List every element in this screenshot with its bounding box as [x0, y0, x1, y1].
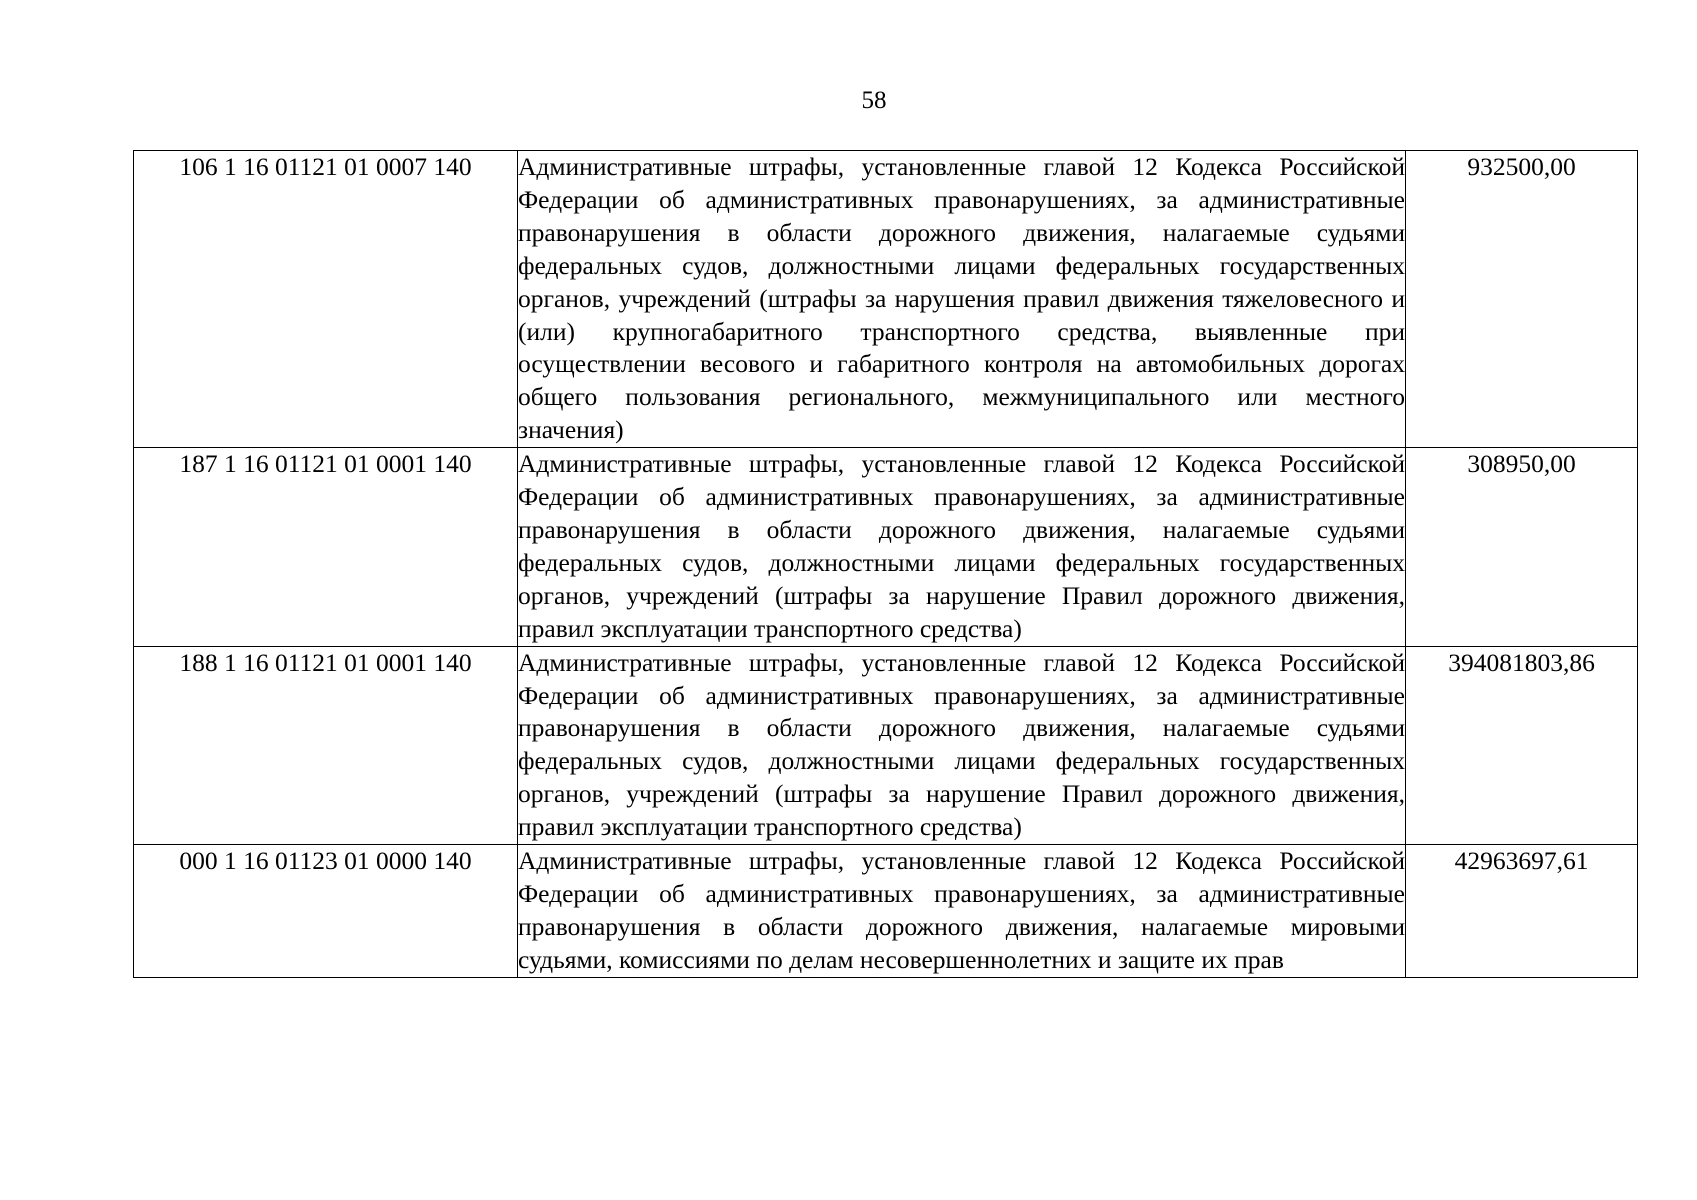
- description-cell: Административные штрафы, установленные главой 12 Кодекса Российской Федерации об административных правонарушениях, за административные правонарушения в области дорожного движения, налагаемые судьями федеральных судов, должностными лицами федеральных государственных органов, учреждений (штрафы за нарушение Правил дорожного движения, правил эксплуатации транспортного средства): [518, 448, 1406, 646]
- table-row: [134, 151, 1638, 448]
- amount-cell: 42963697,61: [1406, 845, 1638, 978]
- amount-cell: 308950,00: [1406, 448, 1638, 646]
- table-row: [134, 646, 1638, 844]
- amount-cell: 394081803,86: [1406, 646, 1638, 844]
- revenue-table: [133, 150, 1638, 978]
- budget-code-cell: 187 1 16 01121 01 0001 140: [134, 448, 518, 646]
- table-row: [134, 448, 1638, 646]
- description-cell: Административные штрафы, установленные главой 12 Кодекса Российской Федерации об административных правонарушениях, за административные правонарушения в области дорожного движения, налагаемые судьями федеральных судов, должностными лицами федеральных государственных органов, учреждений (штрафы за нарушения правил движения тяжеловесного и (или) крупногабаритного транспортного средства, выявленные при осуществлении весового и габаритного контроля на автомобильных дорогах общего пользования регионального, межмуниципального или местного значения): [518, 151, 1406, 448]
- table-row: [134, 845, 1638, 978]
- budget-code-cell: 000 1 16 01123 01 0000 140: [134, 845, 518, 978]
- description-cell: Административные штрафы, установленные главой 12 Кодекса Российской Федерации об административных правонарушениях, за административные правонарушения в области дорожного движения, налагаемые мировыми судьями, комиссиями по делам несовершеннолетних и защите их прав: [518, 845, 1406, 978]
- amount-cell: 932500,00: [1406, 151, 1638, 448]
- page-number: 58: [861, 87, 887, 114]
- budget-code-cell: 188 1 16 01121 01 0001 140: [134, 646, 518, 844]
- budget-code-cell: 106 1 16 01121 01 0007 140: [134, 151, 518, 448]
- description-cell: Административные штрафы, установленные главой 12 Кодекса Российской Федерации об административных правонарушениях, за административные правонарушения в области дорожного движения, налагаемые судьями федеральных судов, должностными лицами федеральных государственных органов, учреждений (штрафы за нарушение Правил дорожного движения, правил эксплуатации транспортного средства): [518, 646, 1406, 844]
